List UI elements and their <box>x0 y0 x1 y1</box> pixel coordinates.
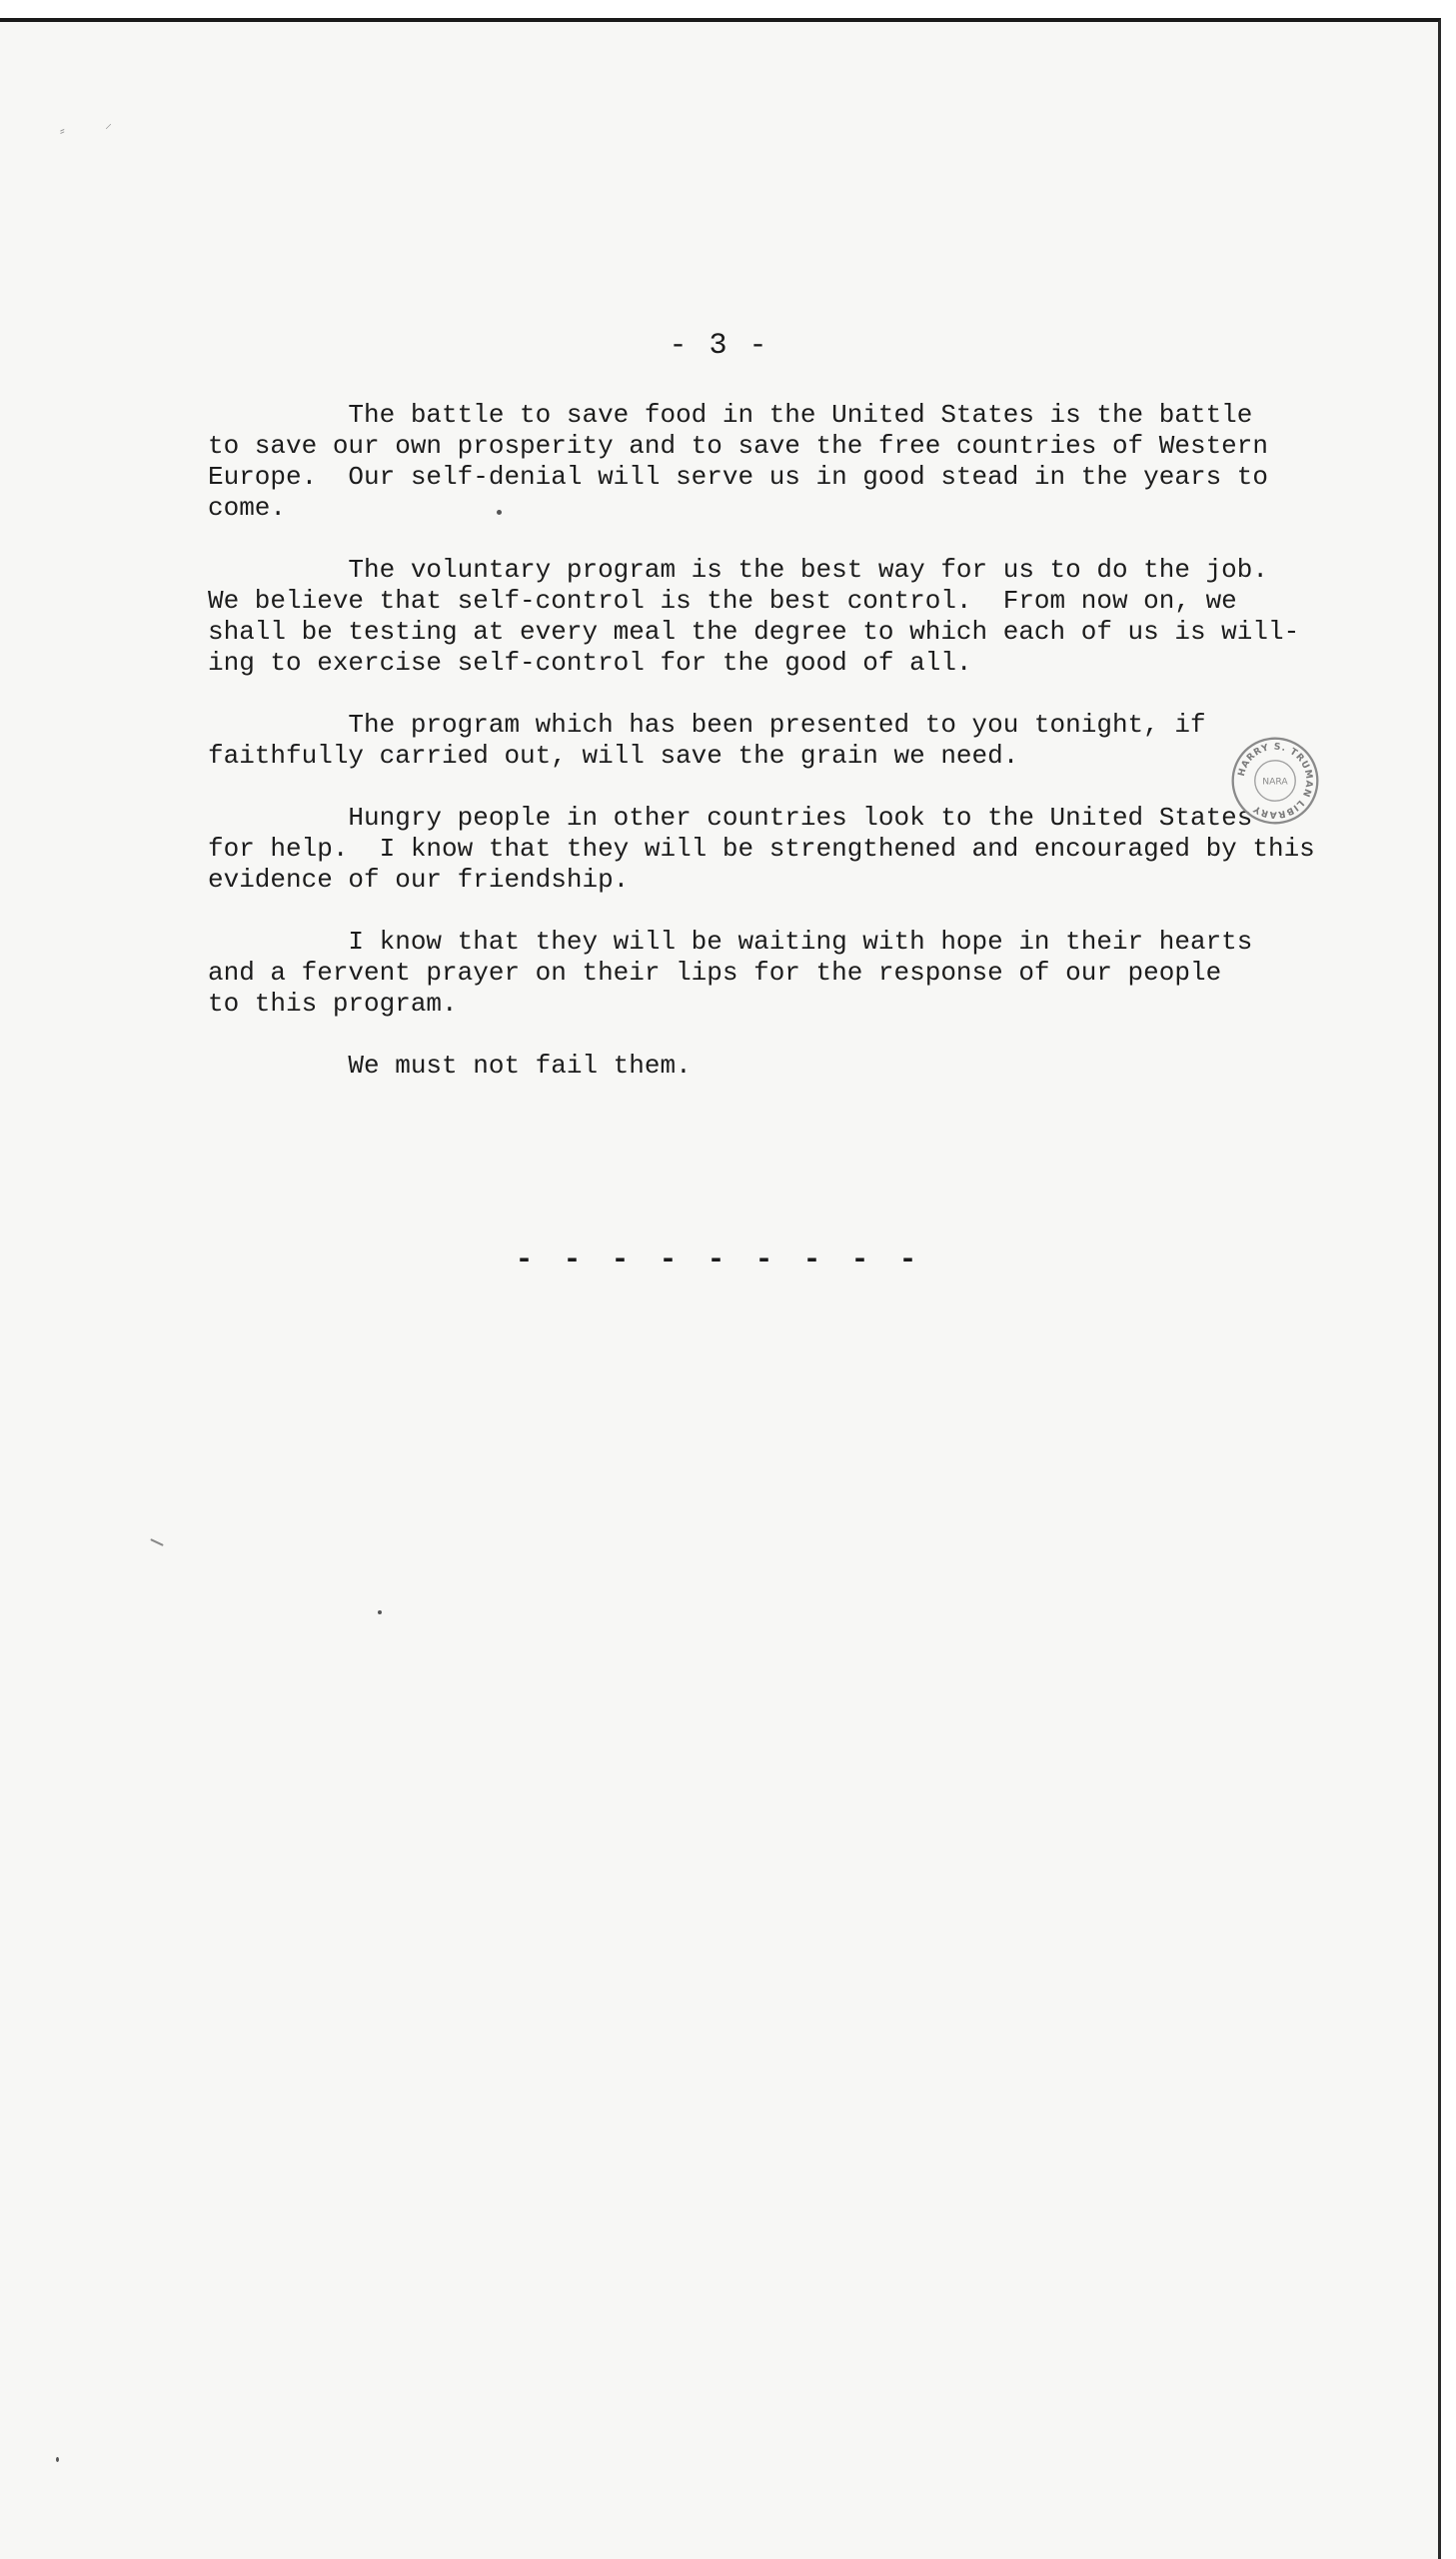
paper-speck <box>378 1610 382 1614</box>
paragraph: We must not fail them. <box>208 1051 692 1081</box>
stamp-ring-text: HARRY S. TRUMAN LIBRARY <box>1235 741 1315 821</box>
paper-speck <box>497 510 502 515</box>
document-page <box>0 18 1441 2559</box>
paragraph: The battle to save food in the United States is the battle to save our own prosperity and to save the free countries of Western Europe. Our self-denial will serve us in good stead in the years to come. <box>208 400 1268 523</box>
page-number: - 3 - <box>669 329 769 363</box>
stamp-center-text: NARA <box>1262 776 1288 788</box>
paragraph: I know that they will be waiting with hope in their hearts and a fervent prayer on their lips for the response of our people to this program. <box>208 927 1253 1019</box>
paper-speck <box>150 1538 164 1546</box>
margin-smudge: ⸝ <box>105 116 112 132</box>
paragraph: The voluntary program is the best way for us to do the job. We believe that self-control is the best control. From now on, we shall be testing at every meal the degree to which each of us is will- ing to exercise self-control for the good of all. <box>208 555 1300 678</box>
closing-dashes: - - - - - - - - - <box>515 1244 923 1278</box>
paragraph: The program which has been presented to you tonight, if faithfully carried out, will save the grain we need. <box>208 710 1206 771</box>
paragraph: Hungry people in other countries look to the United States for help. I know that they will be strengthened and encouraged by this evidence of our friendship. <box>208 803 1315 895</box>
paper-speck <box>56 2457 59 2462</box>
archive-stamp <box>1229 735 1321 827</box>
letter-body <box>208 400 1315 1113</box>
margin-smudge: ⸗ <box>60 123 65 139</box>
